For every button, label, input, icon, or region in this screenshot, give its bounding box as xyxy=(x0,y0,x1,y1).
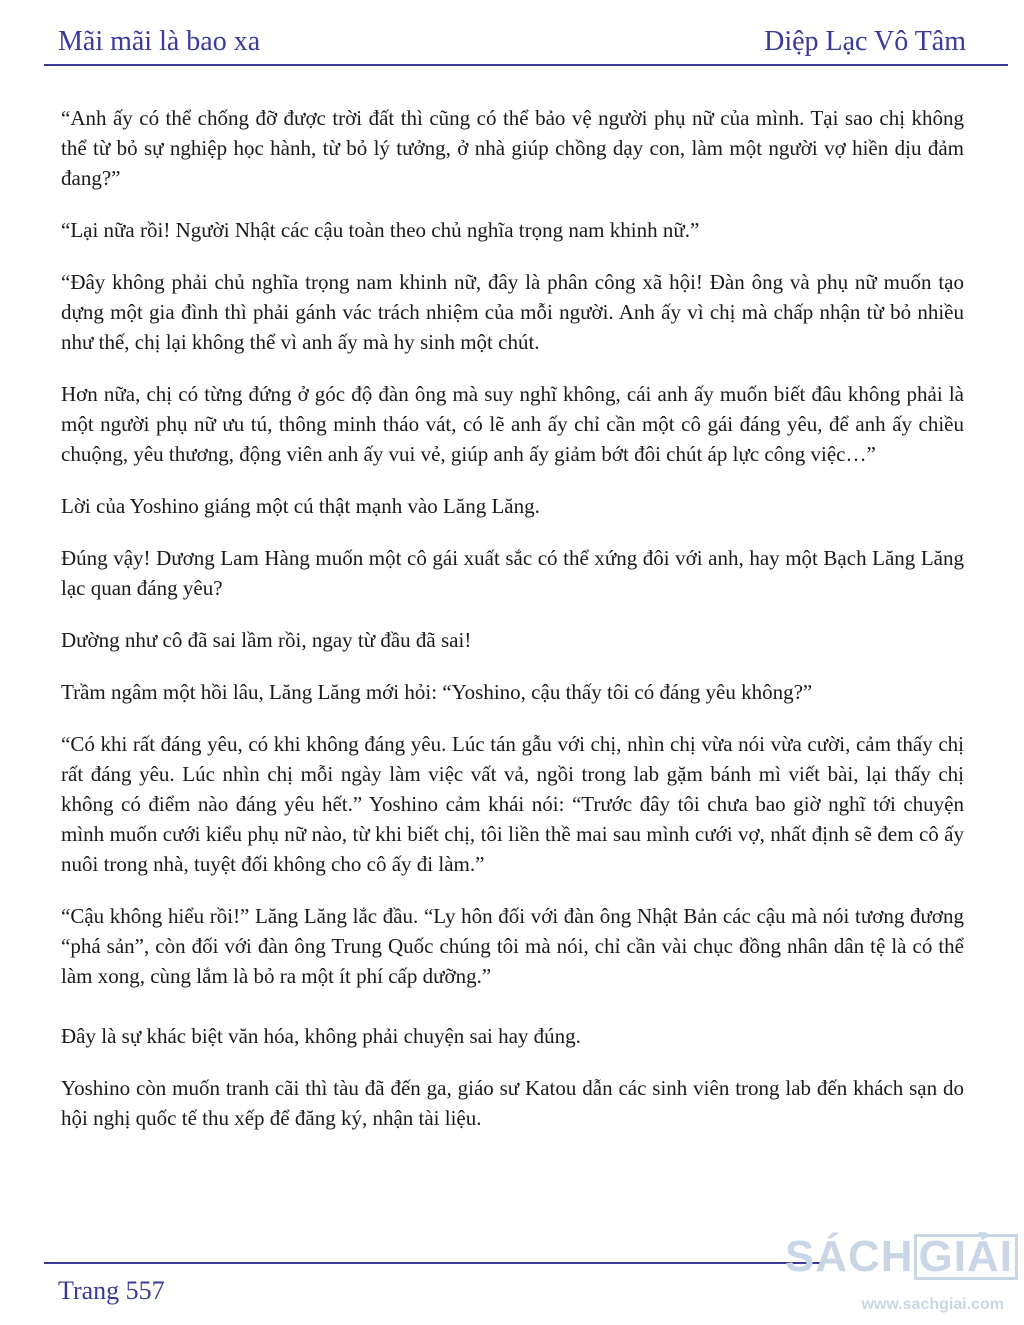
paragraph: Trầm ngâm một hồi lâu, Lăng Lăng mới hỏi: “Yoshino, cậu thấy tôi có đáng yêu không?” xyxy=(61,680,813,704)
site-watermark xyxy=(784,1232,1018,1322)
paragraph: “Đây không phải chủ nghĩa trọng nam khinh nữ, đây là phân công xã hội! Đàn ông và phụ nữ muốn tạo dựng một gia đình thì phải gánh vác trách nhiệm của mỗi người. Anh ấy vì chị mà chấp nhận từ bỏ nhiều như thế, chị lại không thể vì anh ấy mà hy sinh một chút. xyxy=(61,270,964,354)
header-divider xyxy=(44,64,1008,66)
paragraph: Hơn nữa, chị có từng đứng ở góc độ đàn ông mà suy nghĩ không, cái anh ấy muốn biết đâu không phải là một người phụ nữ ưu tú, thông minh tháo vát, có lẽ anh ấy chỉ cần một cô gái đáng yêu, để anh ấy chiều chuộng, yêu thương, động viên anh ấy vui vẻ, giúp anh ấy giảm bớt đôi chút áp lực công việc…” xyxy=(61,382,964,466)
paragraph: Lời của Yoshino giáng một cú thật mạnh vào Lăng Lăng. xyxy=(61,494,540,518)
watermark-url: www.sachgiai.com xyxy=(861,1296,1004,1313)
paragraph: Dường như cô đã sai lầm rồi, ngay từ đầu đã sai! xyxy=(61,628,472,652)
paragraph: “Có khi rất đáng yêu, có khi không đáng yêu. Lúc tán gẫu với chị, nhìn chị vừa nói vừa cười, cảm thấy chị rất đáng yêu. Lúc nhìn chị mỗi ngày làm việc vất vả, ngồi trong lab gặm bánh mì viết bài, lại thấy chị không có điểm nào đáng yêu hết.” Yoshino cảm khái nói: “Trước đây tôi chưa bao giờ nghĩ tới chuyện mình muốn cưới kiểu phụ nữ nào, từ khi biết chị, tôi liền thề mai sau mình cưới vợ, nhất định sẽ đem cô ấy nuôi trong nhà, tuyệt đối không cho cô ấy đi làm.” xyxy=(61,732,964,876)
author-name: Diệp Lạc Vô Tâm xyxy=(764,26,966,57)
footer-divider xyxy=(44,1262,824,1264)
watermark-brand-right: GIẢI xyxy=(914,1234,1018,1280)
watermark-logo xyxy=(785,1232,1018,1282)
watermark-brand-left: SÁCH xyxy=(784,1232,914,1281)
paragraph: Đúng vậy! Dương Lam Hàng muốn một cô gái xuất sắc có thể xứng đôi với anh, hay một Bạch Lăng Lăng lạc quan đáng yêu? xyxy=(61,546,964,600)
page-body xyxy=(61,103,964,1155)
paragraph: “Lại nữa rồi! Người Nhật các cậu toàn theo chủ nghĩa trọng nam khinh nữ.” xyxy=(61,218,700,242)
page-number: Trang 557 xyxy=(58,1276,165,1305)
book-title: Mãi mãi là bao xa xyxy=(58,26,261,57)
paragraph: Đây là sự khác biệt văn hóa, không phải chuyện sai hay đúng. xyxy=(61,1024,581,1048)
paragraph: Yoshino còn muốn tranh cãi thì tàu đã đến ga, giáo sư Katou dẫn các sinh viên trong lab đến khách sạn do hội nghị quốc tế thu xếp để đăng ký, nhận tài liệu. xyxy=(61,1076,964,1130)
paragraph: “Anh ấy có thể chống đỡ được trời đất thì cũng có thể bảo vệ người phụ nữ của mình. Tại sao chị không thể từ bỏ sự nghiệp học hành, từ bỏ lý tưởng, ở nhà giúp chồng dạy con, làm một người vợ hiền dịu đảm đang?” xyxy=(61,106,964,190)
paragraph: “Cậu không hiểu rồi!” Lăng Lăng lắc đầu. “Ly hôn đối với đàn ông Nhật Bản các cậu mà nói tương đương “phá sản”, còn đối với đàn ông Trung Quốc chúng tôi mà nói, chỉ cần vài chục đồng nhân dân tệ là có thể làm xong, cùng lắm là bỏ ra một ít phí cấp dưỡng.” xyxy=(61,904,964,988)
